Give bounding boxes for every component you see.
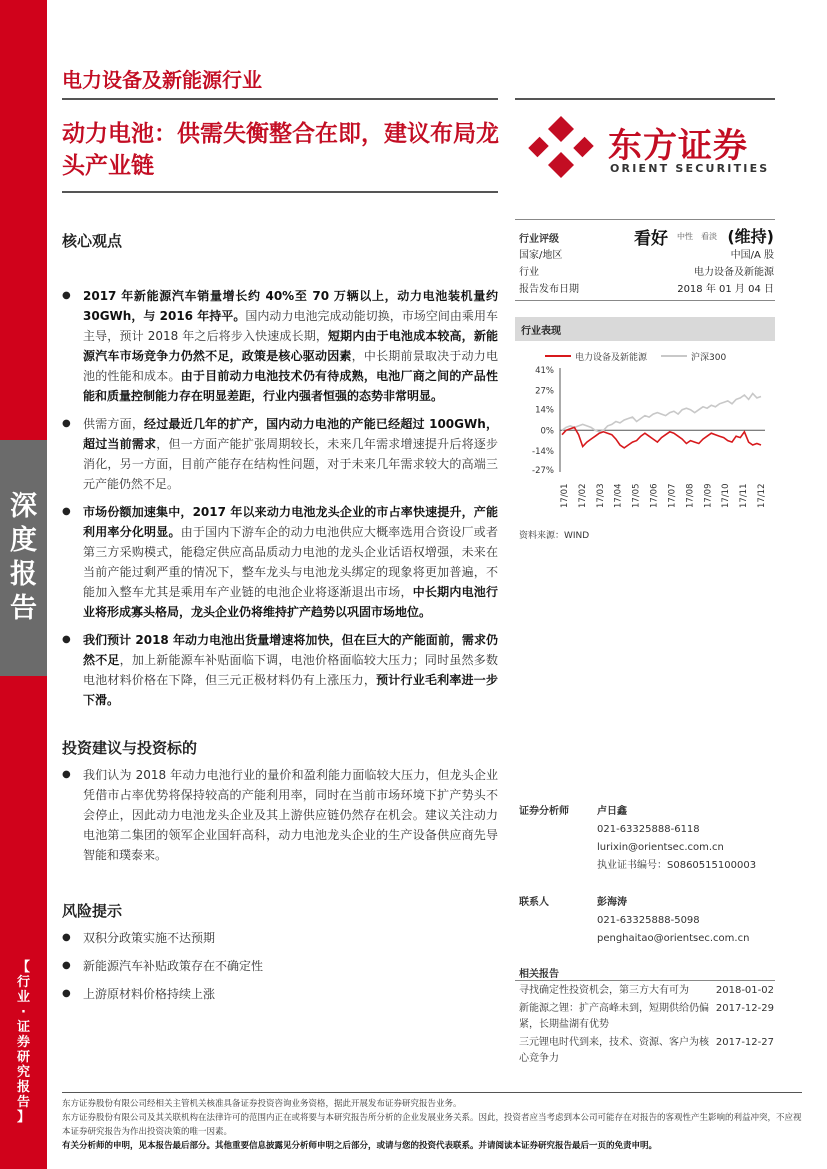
x-tick-label: 17/04 (613, 483, 624, 508)
brand-name-en: ORIENT SECURITIES (610, 162, 770, 175)
x-tick-label: 17/06 (649, 483, 660, 508)
bullet-dot-icon: ● (62, 769, 71, 780)
y-tick-label: -27% (532, 466, 554, 476)
bullet-text-bold: 中长期内电池行业将形成寡头格局，龙头企业仍将维持扩产趋势以巩固市场地位。 (83, 585, 498, 619)
contact-email[interactable]: penghaitao@orientsec.com.cn (597, 933, 750, 944)
bullet-text: 由于国内下游车企的动力电池供应大概率选用合资设厂或者第三方采购模式，能稳定供应高品质动力电池的龙头企业话语权增强，未来在当前产能过剩严重的情况下，整车龙头与电池龙头绑定的现象将更加普遍，不能加入整车尤其是乘用车产业链的电池企业将逐渐退出市场， (83, 525, 498, 599)
bullet-text: 我们认为 2018 年动力电池行业的量价和盈利能力面临较大压力，但龙头企业凭借市占率优势将保持较高的产能利用率，同时在当前市场环境下扩产势头不会停止，因此动力电池龙头企业及其上游供应链仍然存在机会。建议关注动力电池第二集团的领军企业国轩高科，动力电池龙头企业的生产设备供应商先导智能和璞泰来。 (83, 768, 498, 862)
sidebar-char: 】 (16, 1110, 30, 1125)
sidebar-char: 券 (16, 1035, 30, 1050)
performance-heading-bar (515, 317, 775, 341)
x-tick-label: 17/05 (631, 483, 642, 508)
rating-row-region (519, 247, 774, 264)
bullet-text-bold: 经过最近几年的扩产，国内动力电池的产能已经超过 100GWh，超过当前需求 (83, 417, 498, 451)
analyst-phone: 021-63325888-6118 (597, 824, 700, 835)
y-tick-label: 41% (535, 366, 554, 376)
bullet-text-bold: 2017 年新能源汽车销量增长约 40%至 70 万辆以上，动力电池装机量约 30GWh，与 2016 年持平。 (83, 289, 498, 323)
industry-label: 行业 (519, 267, 539, 278)
brand-name-cn: 东方证券 (608, 126, 748, 166)
related-report-date: 2018-01-02 (715, 985, 774, 996)
sidebar-char: 深 (10, 491, 37, 522)
x-tick-label: 17/03 (595, 483, 606, 508)
sidebar-char: 告 (10, 593, 37, 624)
related-report-title[interactable]: 寻找确定性投资机会，第三方大有可为 (519, 985, 689, 996)
bullet-text-bold: 我们预计 2018 年动力电池出货量增速将加快，但在巨大的产能面前，需求仍然不足 (83, 633, 498, 667)
x-tick-label: 17/01 (560, 483, 570, 508)
bullet-text: 国内动力电池完成动能切换，市场空间由乘用车主导，预计 2018 年之后将步入快速成长期， (83, 309, 498, 343)
x-tick-label: 17/12 (757, 483, 767, 508)
x-tick-label: 17/07 (667, 483, 678, 508)
investment-heading: 投资建议与投资标的 (62, 739, 198, 757)
analyst-email[interactable]: lurixin@orientsec.com.cn (597, 842, 724, 853)
footer-line-1: 东方证券股份有限公司经相关主管机关核准具备证券投资咨询业务资格，据此开展发布证券研究报告业务。 (62, 1099, 462, 1109)
header-rule-right (515, 98, 775, 100)
bullet-dot-icon: ● (62, 290, 71, 301)
sidebar-char: 度 (10, 525, 37, 556)
bullet-dot-icon: ● (62, 932, 71, 943)
title-rule (62, 191, 498, 193)
header-rule-left (62, 98, 498, 100)
bullet-item (62, 956, 498, 976)
x-tick-label: 17/10 (721, 483, 732, 508)
bullet-dot-icon: ● (62, 506, 71, 517)
rating-value: 看好 (634, 229, 668, 249)
bullet-text: 新能源汽车补贴政策存在不确定性 (83, 959, 264, 973)
bullet-text: ，中长期前景取决于动力电池的性能和成本。 (83, 349, 498, 383)
date-value: 2018 年 01 月 04 日 (677, 284, 774, 295)
related-report-title[interactable]: 新能源之锂：扩产高峰未到，短期供给仍偏紧，长期盐湖有优势 (519, 1003, 709, 1030)
sidebar-char: 告 (16, 1095, 30, 1110)
rating-row (519, 227, 774, 247)
rating-label: 行业评级 (519, 234, 559, 245)
footer-rule (62, 1092, 802, 1093)
core-views-heading: 核心观点 (62, 232, 123, 250)
sidebar-char: 研 (16, 1050, 30, 1065)
sidebar-char: 行 (16, 975, 30, 990)
bullet-item (62, 630, 498, 710)
rating-top-rule (515, 219, 775, 220)
x-tick-label: 17/09 (703, 483, 714, 508)
related-report-title[interactable]: 三元锂电时代到来，技术、资源、客户为核心竞争力 (519, 1037, 709, 1064)
x-tick-label: 17/11 (739, 483, 750, 508)
date-label: 报告发布日期 (519, 284, 579, 295)
brand-logo (528, 116, 768, 178)
industry-title: 电力设备及新能源行业 (62, 68, 262, 92)
bullet-item (62, 414, 498, 494)
core-views-list (62, 286, 498, 718)
risk-heading: 风险提示 (62, 902, 123, 920)
legend-label-industry: 电力设备及新能源 (575, 353, 648, 363)
legend-label-csi300: 沪深300 (691, 353, 727, 363)
bullet-text: ，加上新能源车补贴面临下调，电池价格面临较大压力；同时虽然多数电池材料价格在下降，但三元正极材料仍有上涨压力， (83, 653, 498, 687)
sidebar-char: 报 (10, 559, 37, 590)
y-tick-label: 14% (535, 405, 554, 416)
sidebar-char: 【 (16, 960, 30, 975)
sidebar-char: 业 (16, 990, 30, 1005)
bullet-item (62, 286, 498, 406)
bullet-text: 上游原材料价格持续上涨 (83, 987, 216, 1001)
rating-bottom-rule (515, 300, 775, 301)
sidebar-char: 究 (16, 1065, 30, 1080)
sidebar-char: · (21, 1005, 26, 1020)
bullet-item (62, 765, 498, 865)
contact-name: 彭海涛 (597, 897, 627, 908)
related-report-date: 2017-12-27 (715, 1037, 774, 1048)
bullet-text: 双积分政策实施不达预期 (83, 931, 216, 945)
y-tick-label: -14% (532, 446, 554, 457)
bullet-text: 供需方面， (83, 417, 145, 431)
analyst-name: 卢日鑫 (597, 806, 627, 817)
risk-list (62, 928, 498, 1012)
bullet-dot-icon: ● (62, 418, 71, 429)
bullet-item (62, 984, 498, 1004)
bullet-text-bold: 由于目前动力电池技术仍有待成熟，电池厂商之间的产品性能和质量控制能力存在明显差距，行业内强者恒强的态势非常明显。 (83, 369, 498, 403)
performance-chart (515, 344, 775, 522)
investment-list (62, 765, 498, 865)
industry-value: 电力设备及新能源 (694, 267, 774, 278)
report-series-label (0, 960, 47, 1125)
y-tick-label: 27% (535, 386, 554, 397)
bullet-text-bold: 预计行业毛利率进一步下滑。 (83, 673, 498, 707)
contact-label: 联系人 (519, 897, 549, 908)
bullet-text: ，但一方面产能扩张周期较长，未来几年需求增速提升后将逐步消化，另一方面，目前产能存在结构性问题，对于未来几年需求较大的高端三元产能仍然不足。 (83, 437, 498, 491)
bullet-item (62, 928, 498, 948)
x-tick-label: 17/08 (685, 483, 696, 508)
brand-mark-icon (528, 116, 594, 178)
bullet-item (62, 502, 498, 622)
related-heading: 相关报告 (519, 969, 559, 980)
footer-line-3: 有关分析师的申明，见本报告最后部分。其他重要信息披露见分析师申明之后部分，或请与您的投资代表联系。并请阅读本证券研究报告最后一页的免责申明。 (62, 1141, 658, 1151)
page-title: 动力电池：供需失衡整合在即，建议布局龙头产业链 (62, 121, 499, 179)
y-tick-label: 0% (540, 426, 554, 437)
bullet-text-bold: 短期内由于电池成本较高，新能源汽车市场竞争力仍然不足，政策是核心驱动因素 (83, 329, 498, 363)
bullet-dot-icon: ● (62, 988, 71, 999)
rating-status: (维持) (727, 227, 774, 246)
sidebar-char: 报 (16, 1080, 30, 1095)
analyst-label: 证券分析师 (519, 806, 569, 817)
region-value: 中国/A 股 (730, 250, 774, 261)
related-rule (515, 980, 775, 981)
analyst-cert: 执业证书编号：S0860515100003 (597, 860, 757, 871)
report-type-label (0, 490, 47, 626)
x-tick-label: 17/02 (577, 483, 588, 508)
bullet-dot-icon: ● (62, 960, 71, 971)
rating-options: 中性 看淡 (677, 232, 717, 241)
chart-source: 资料来源：WIND (519, 531, 590, 541)
contact-phone: 021-63325888-5098 (597, 915, 700, 926)
performance-heading: 行业表现 (521, 326, 561, 337)
rating-row-date (519, 281, 774, 298)
bullet-dot-icon: ● (62, 634, 71, 645)
footer-disclaimer (62, 1097, 802, 1153)
related-report-date: 2017-12-29 (715, 1003, 774, 1014)
series-line (562, 394, 761, 432)
bullet-text-bold: 市场份额加速集中，2017 年以来动力电池龙头企业的市占率快速提升，产能利用率分化明显。 (83, 505, 498, 539)
sidebar-char: 证 (16, 1020, 30, 1035)
footer-line-2: 东方证券股份有限公司及其关联机构在法律许可的范围内正在或将要与本研究报告所分析的企业发展业务关系。因此，投资者应当考虑到本公司可能存在对报告的客观性产生影响的利益冲突，不应视本证券研究报告为作出投资决策的唯一因素。 (62, 1113, 802, 1137)
rating-row-industry (519, 264, 774, 281)
chart-legend (545, 351, 726, 363)
region-label: 国家/地区 (519, 250, 563, 261)
